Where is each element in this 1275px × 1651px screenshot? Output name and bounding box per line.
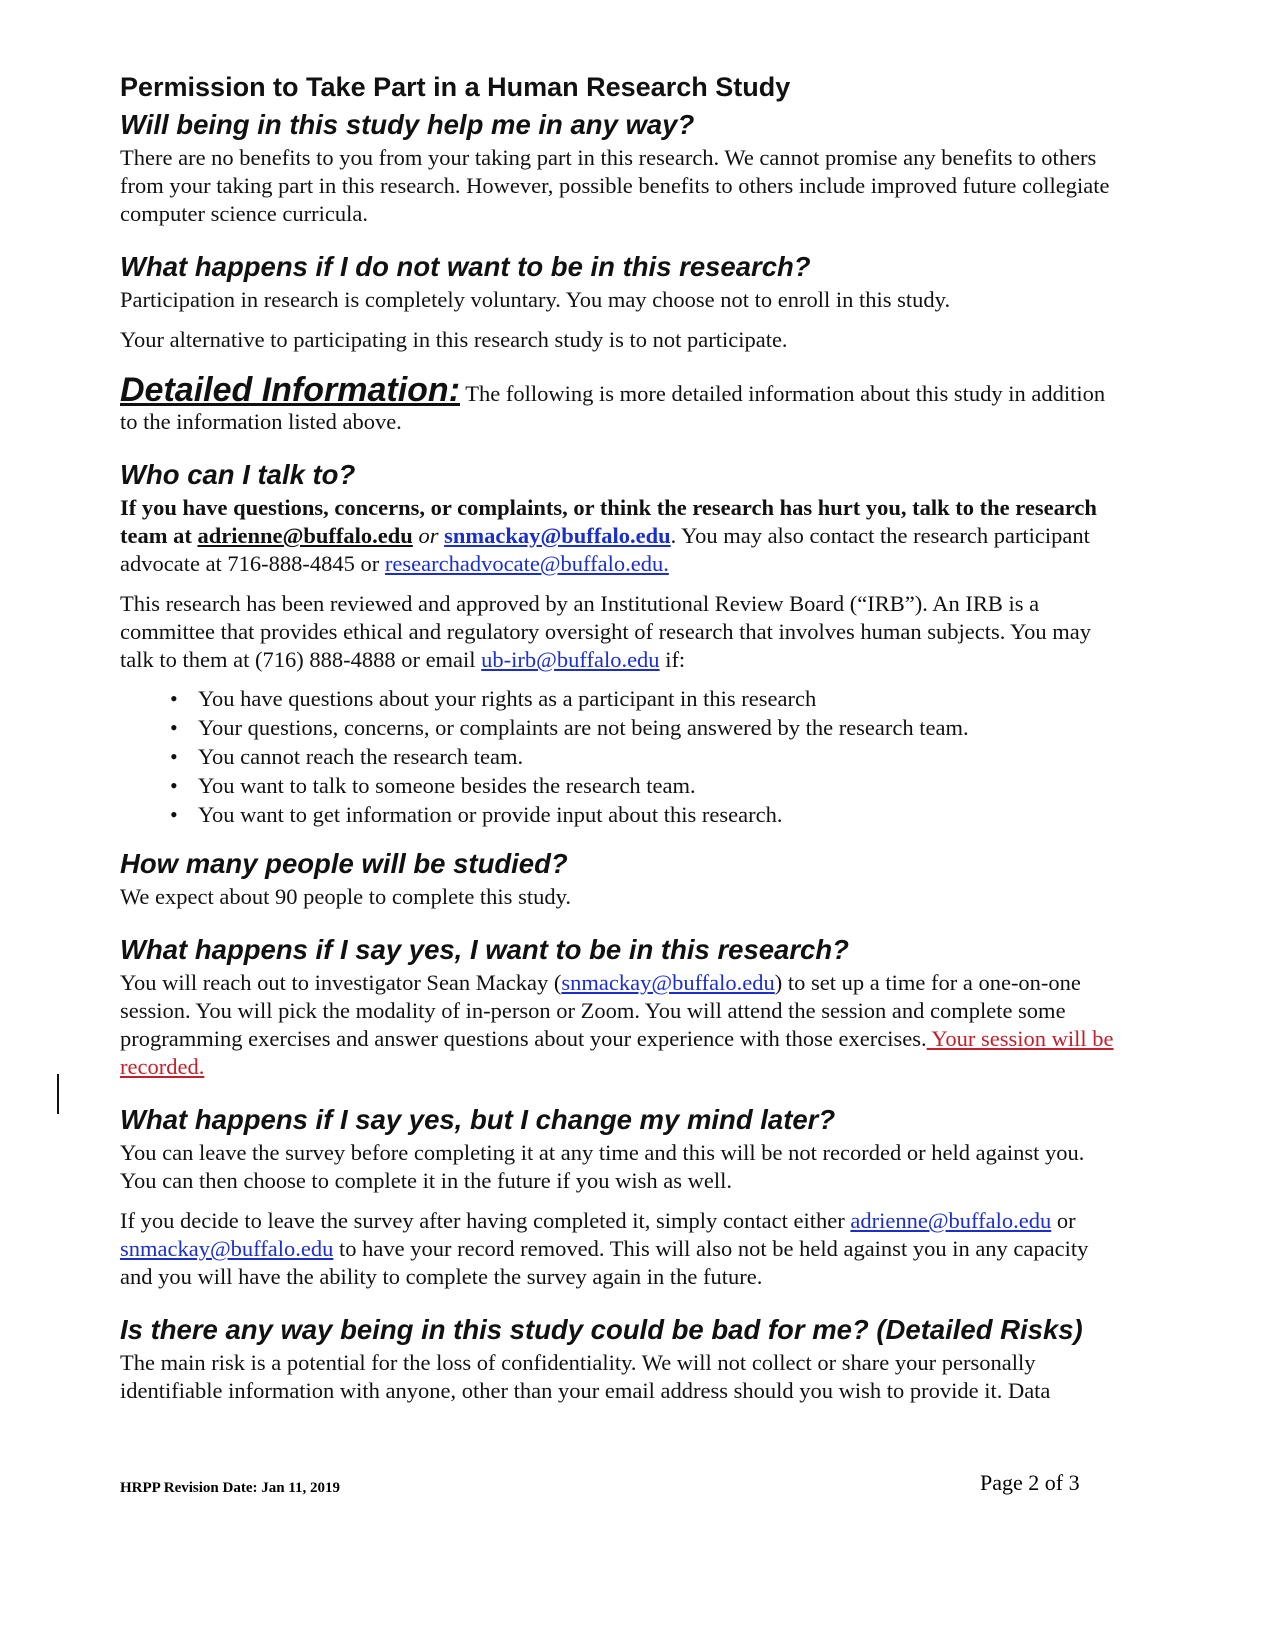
heading-say-yes: What happens if I say yes, I want to be in this research?: [120, 934, 849, 965]
recorded-notice: Your session will be recorded.: [120, 1026, 1114, 1079]
remove-record-text-end: to have your record removed. This will also not be held against you in any capacity and you will have the ability to complete the survey again in the future.: [120, 1236, 1089, 1289]
document-title: Permission to Take Part in a Human Research Study: [120, 72, 791, 102]
section-benefits: [120, 108, 1125, 228]
section-say-yes: [120, 933, 1125, 1081]
contact-bold-text: If you have questions, concerns, or complaints, or think the research has hurt you, talk to the research team at: [120, 495, 1097, 548]
irb-text: This research has been reviewed and approved by an Institutional Review Board (“IRB”). An IRB is a committee that provides ethical and regulatory oversight of research that involves human subjects. You may talk to them at (716) 888-4888 or email: [120, 591, 1092, 672]
or-text: or: [412, 523, 445, 548]
section-detailed-information: [120, 371, 1125, 436]
list-item: • You cannot reach the research team.: [170, 742, 1125, 771]
research-advocate-email-link[interactable]: researchadvocate@buffalo.edu.: [384, 551, 669, 576]
say-yes-paragraph: [120, 969, 1125, 1081]
heading-benefits: Will being in this study help me in any way?: [120, 109, 695, 140]
alternative-text: Your alternative to participating in this research study is to not participate.: [120, 327, 788, 352]
section-not-participate: [120, 250, 1125, 354]
list-item: • You want to get information or provide input about this research.: [170, 800, 1125, 829]
detailed-information-heading: Detailed Information:: [120, 371, 461, 409]
risks-text: The main risk is a potential for the loss of confidentiality. We will not collect or share your personally identifiable information with anyone, other than your email address should you wish to provide it. Data: [120, 1350, 1051, 1403]
voluntary-text: Participation in research is completely voluntary. You may choose not to enroll in this study.: [120, 287, 951, 312]
say-yes-text: You will reach out to investigator Sean Mackay (: [120, 970, 562, 995]
page-number: Page 2 of 3: [980, 1470, 1080, 1495]
detailed-info-paragraph: [120, 371, 1125, 436]
revision-date: HRPP Revision Date: Jan 11, 2019: [120, 1480, 340, 1496]
how-many-text: We expect about 90 people to complete this study.: [120, 884, 571, 909]
section-change-mind: [120, 1103, 1125, 1291]
heading-risks: Is there any way being in this study could be bad for me? (Detailed Risks): [120, 1314, 1083, 1345]
section-how-many: [120, 847, 1125, 911]
irb-reasons-list: [120, 684, 1125, 829]
snmackay-email-link[interactable]: snmackay@buffalo.edu: [120, 1236, 334, 1261]
adrienne-email-link[interactable]: adrienne@buffalo.edu: [197, 523, 413, 548]
snmackay-email-link[interactable]: snmackay@buffalo.edu: [561, 970, 775, 995]
or-text: or: [1051, 1208, 1076, 1233]
snmackay-email-link[interactable]: snmackay@buffalo.edu: [444, 523, 671, 548]
list-item: • You have questions about your rights as a participant in this research: [170, 684, 1125, 713]
remove-record-paragraph: [120, 1207, 1125, 1291]
list-item: • Your questions, concerns, or complaints are not being answered by the research team.: [170, 713, 1125, 742]
advocate-text: . You may also contact the research participant advocate at 716-888-4845 or: [120, 523, 1090, 576]
irb-paragraph: [120, 590, 1125, 674]
say-yes-text-rest: ) to set up a time for a one-on-one session. You will pick the modality of in-person or Zoom. You will attend the session and complete some programming exercises and answer questions about your experience with those exercises.: [120, 970, 1081, 1051]
heading-who-can-i-talk-to: Who can I talk to?: [120, 459, 356, 490]
adrienne-email-link[interactable]: adrienne@buffalo.edu: [850, 1208, 1052, 1233]
benefits-text: There are no benefits to you from your taking part in this research. We cannot promise any benefits to others from your taking part in this research. However, possible benefits to others include improved future collegiate computer science curricula.: [120, 145, 1110, 226]
revision-change-bar: [57, 1074, 59, 1114]
heading-how-many: How many people will be studied?: [120, 848, 568, 879]
list-item: • You want to talk to someone besides the research team.: [170, 771, 1125, 800]
heading-change-mind: What happens if I say yes, but I change my mind later?: [120, 1104, 836, 1135]
change-mind-text: You can leave the survey before completing it at any time and this will be not recorded or held against you. You can then choose to complete it in the future if you wish as well.: [120, 1140, 1085, 1193]
contact-paragraph: [120, 494, 1125, 578]
detailed-info-text: The following is more detailed information about this study in addition to the information listed above.: [120, 381, 1106, 434]
irb-email-link[interactable]: ub-irb@buffalo.edu: [481, 647, 660, 672]
remove-record-text: If you decide to leave the survey after having completed it, simply contact either: [120, 1208, 851, 1233]
heading-not-participate: What happens if I do not want to be in this research?: [120, 251, 811, 282]
section-risks: [120, 1313, 1125, 1405]
section-contacts: [120, 458, 1125, 829]
irb-text-end: if:: [659, 647, 686, 672]
